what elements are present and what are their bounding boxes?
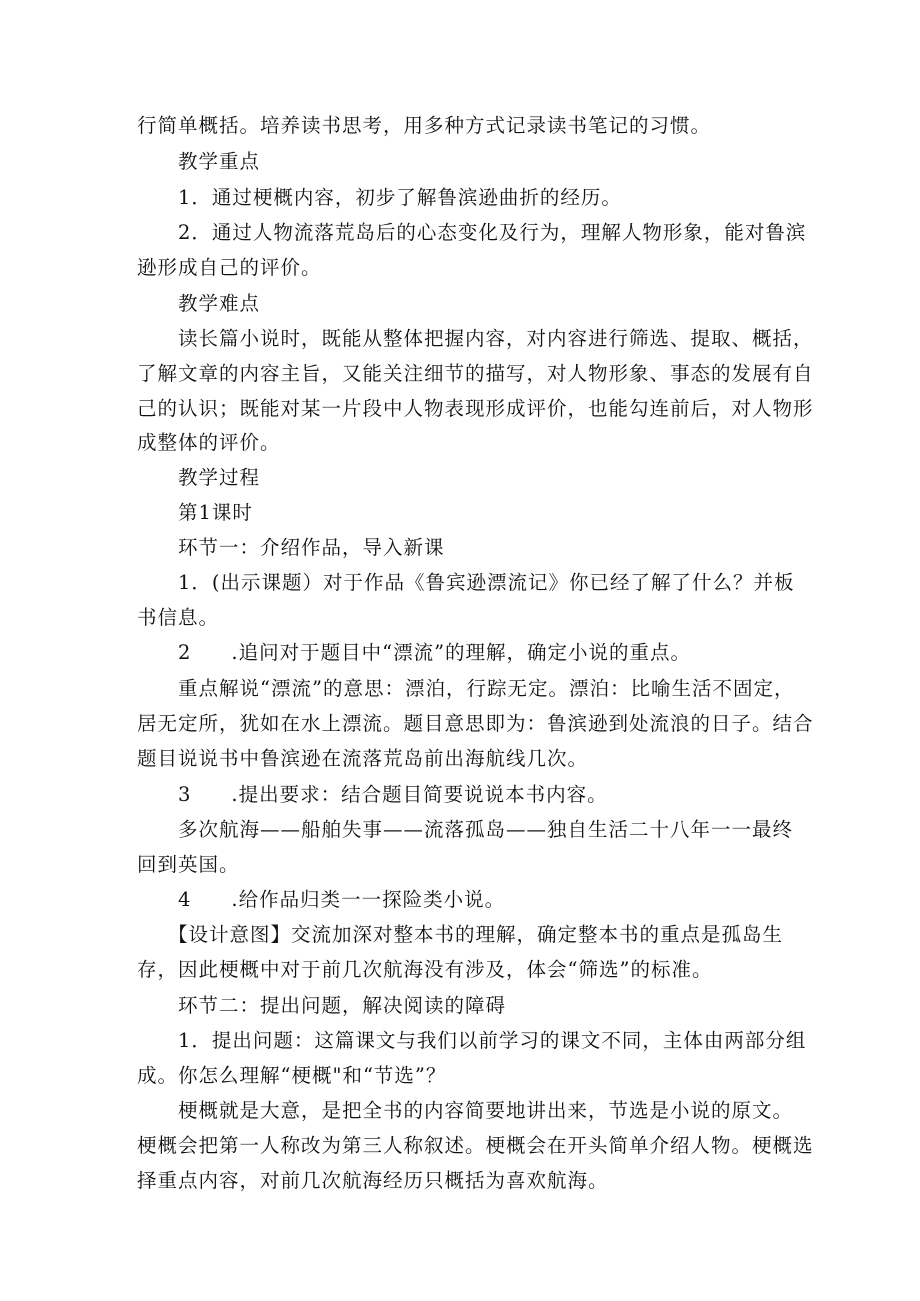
paragraph-line: 1．通过梗概内容，初步了解鲁滨逊曲折的经历。 xyxy=(178,186,622,209)
paragraph-line: 回到英国。 xyxy=(137,853,240,876)
paragraph-line: 择重点内容，对前几次航海经历只概括为喜欢航海。 xyxy=(137,1169,609,1192)
numbered-item xyxy=(178,887,505,913)
paragraph-line: 了解文章的内容主旨，又能关注细节的描写，对人物形象、事态的发展有自 xyxy=(137,362,814,385)
paragraph-line: 居无定所，犹如在水上漂流。题目意思即为：鲁滨逊到处流浪的日子。结合 xyxy=(137,712,814,735)
paragraph-line: 重点解说“漂流”的意思：漂泊，行踪无定。漂泊：比喻生活不固定， xyxy=(178,677,795,700)
paragraph-line: 己的认识；既能对某一片段中人物表现形成评价，也能勾连前后，对人物形 xyxy=(137,397,814,420)
step-heading-2: 环节二：提出问题，解决阅读的障碍 xyxy=(178,994,507,1017)
section-heading-process: 教学过程 xyxy=(178,466,261,489)
paragraph-line: 存，因此梗概中对于前几次航海没有涉及，体会“筛选”的标准。 xyxy=(137,958,713,981)
paragraph-line: 行简单概括。培养读书思考，用多种方式记录读书笔记的习惯。 xyxy=(137,114,712,137)
item-number: 3 xyxy=(178,783,192,806)
paragraph-line: 2．通过人物流落荒岛后的心态变化及行为，理解人物形象，能对鲁滨 xyxy=(178,221,807,244)
paragraph-line: 1．(出示课题）对于作品《鲁宾逊漂流记》你已经了解了什么？并板 xyxy=(178,571,795,594)
paragraph-line: 梗概会把第一人称改为第三人称叙述。梗概会在开头简单介绍人物。梗概选 xyxy=(137,1134,814,1157)
section-heading-key-points: 教学重点 xyxy=(178,150,261,173)
item-text: .给作品归类一一探险类小说。 xyxy=(231,888,506,911)
lesson-label: 第1课时 xyxy=(178,501,253,524)
paragraph-line: 梗概就是大意，是把全书的内容简要地讲出来，节选是小说的原文。 xyxy=(178,1099,794,1122)
paragraph-line: 成。你怎么理解“梗概"和“节选”？ xyxy=(137,1064,447,1087)
paragraph-line: 成整体的评价。 xyxy=(137,431,281,454)
numbered-item xyxy=(178,640,691,666)
paragraph-line: 多次航海——船舶失事——流落孤岛——独自生活二十八年一一最终 xyxy=(178,818,794,841)
step-heading-1: 环节一：介绍作品，导入新课 xyxy=(178,536,445,559)
paragraph-line: 题目说说书中鲁滨逊在流落荒岛前出海航线几次。 xyxy=(137,747,589,770)
item-number: 2 xyxy=(178,641,192,664)
paragraph-line: 1．提出问题：这篇课文与我们以前学习的课文不同，主体由两部分组 xyxy=(178,1029,807,1052)
design-intent-line: 【设计意图】交流加深对整本书的理解，确定整本书的重点是孤岛生 xyxy=(168,923,784,946)
item-text: .追问对于题目中“漂流”的理解，确定小说的重点。 xyxy=(231,641,692,664)
item-number: 4 xyxy=(178,888,192,911)
item-text: .提出要求：结合题目简要说说本书内容。 xyxy=(231,783,608,806)
paragraph-line: 书信息。 xyxy=(137,606,220,629)
numbered-item xyxy=(178,782,608,808)
paragraph-line: 读长篇小说时，既能从整体把握内容，对内容进行筛选、提取、概括， xyxy=(178,327,814,350)
section-heading-difficulties: 教学难点 xyxy=(178,292,261,315)
paragraph-line: 逊形成自己的评价。 xyxy=(137,256,322,279)
